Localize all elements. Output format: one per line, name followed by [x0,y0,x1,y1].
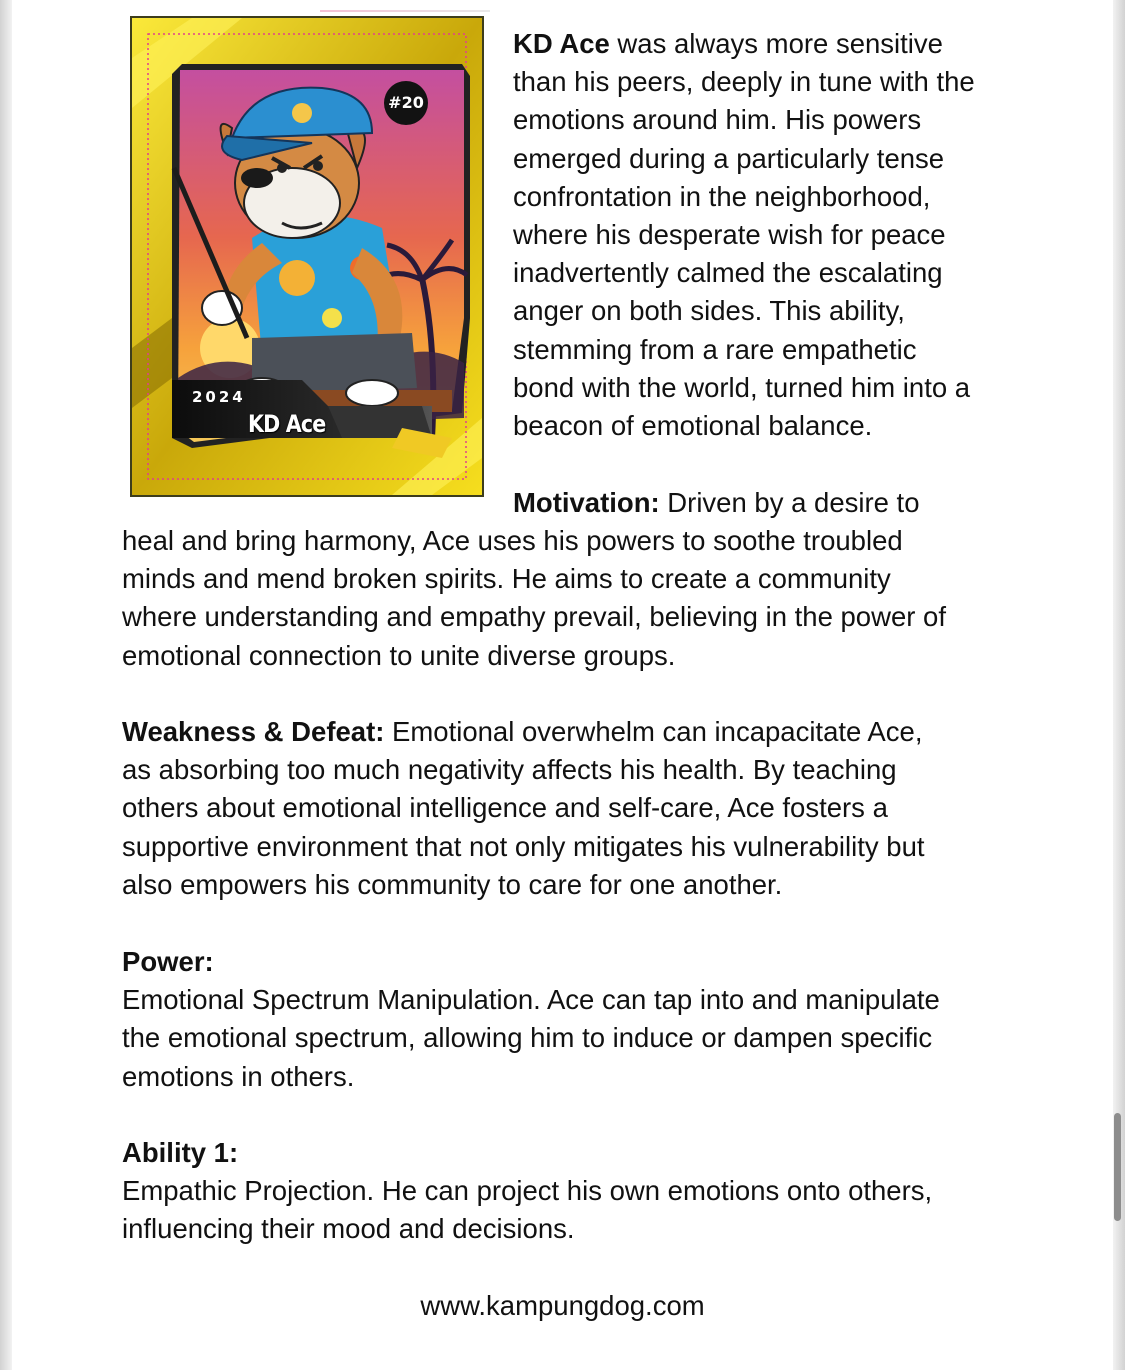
ability1-line: Empathic Projection. He can project his own emotions onto others, [122,1175,933,1207]
motivation-line: minds and mend broken spirits. He aims to create a community [122,563,891,595]
intro-name: KD Ace [513,28,610,59]
weakness-line: supportive environment that not only mitigates his vulnerability but [122,830,925,862]
intro-line: confrontation in the neighborhood, [513,180,931,212]
motivation-line: emotional connection to unite diverse groups. [122,639,676,671]
motivation-line: where understanding and empathy prevail, believing in the power of [122,601,946,633]
card-number-badge: #20 [384,81,428,125]
motivation-paragraph [122,522,946,675]
motivation-line: heal and bring harmony, Ace uses his powers to soothe troubled [122,525,903,556]
intro-first-line: KD Ace was always more sensitive [513,28,943,59]
power-line: emotions in others. [122,1060,355,1092]
card-year: 2024 [192,388,246,406]
power-line: the emotional spectrum, allowing him to induce or dampen specific [122,1022,933,1054]
power-line: Emotional Spectrum Manipulation. Ace can tap into and manipulate [122,984,940,1016]
intro-line: anger on both sides. This ability, [513,295,905,327]
intro-paragraph [513,25,975,445]
top-divider [320,10,490,12]
intro-line: beacon of emotional balance. [513,410,873,442]
page-edge-left [0,0,12,1370]
character-card [130,16,484,497]
intro-line: inadvertently calmed the escalating [513,257,943,289]
intro-line: where his desperate wish for peace [513,219,946,251]
power-label: Power: [122,946,214,977]
weakness-line: others about emotional intelligence and self-care, Ace fosters a [122,792,888,824]
weakness-label: Weakness & Defeat: [122,716,385,747]
intro-line: emerged during a particularly tense [513,142,945,174]
intro-line: stemming from a rare empathetic [513,333,917,365]
weakness-paragraph: Weakness & Defeat: Emotional overwhelm can incapacitate Ace, as absorbing too much negativity affects his health. By teaching others about emotional intelligence and self-care, Ace fosters a supportive environment that not only mitigates his vulnerability but also empowers his community to care for one another. [122,713,925,904]
footer-website-link[interactable]: www.kampungdog.com [420,1290,705,1321]
ability1-line: influencing their mood and decisions. [122,1213,575,1245]
power-section [122,943,940,1096]
scrollbar-thumb[interactable] [1114,1113,1121,1221]
motivation-label: Motivation: [513,487,660,518]
card-character-name: KD Ace [248,410,326,438]
ability1-section [122,1134,932,1249]
weakness-line: also empowers his community to care for one another. [122,868,783,900]
intro-line: bond with the world, turned him into a [513,371,971,403]
intro-line: than his peers, deeply in tune with the [513,66,975,98]
intro-line: emotions around him. His powers [513,104,922,136]
motivation-first-line: Motivation: Driven by a desire to [513,487,920,518]
weakness-line: as absorbing too much negativity affects his health. By teaching [122,754,897,786]
ability1-label: Ability 1: [122,1137,239,1168]
